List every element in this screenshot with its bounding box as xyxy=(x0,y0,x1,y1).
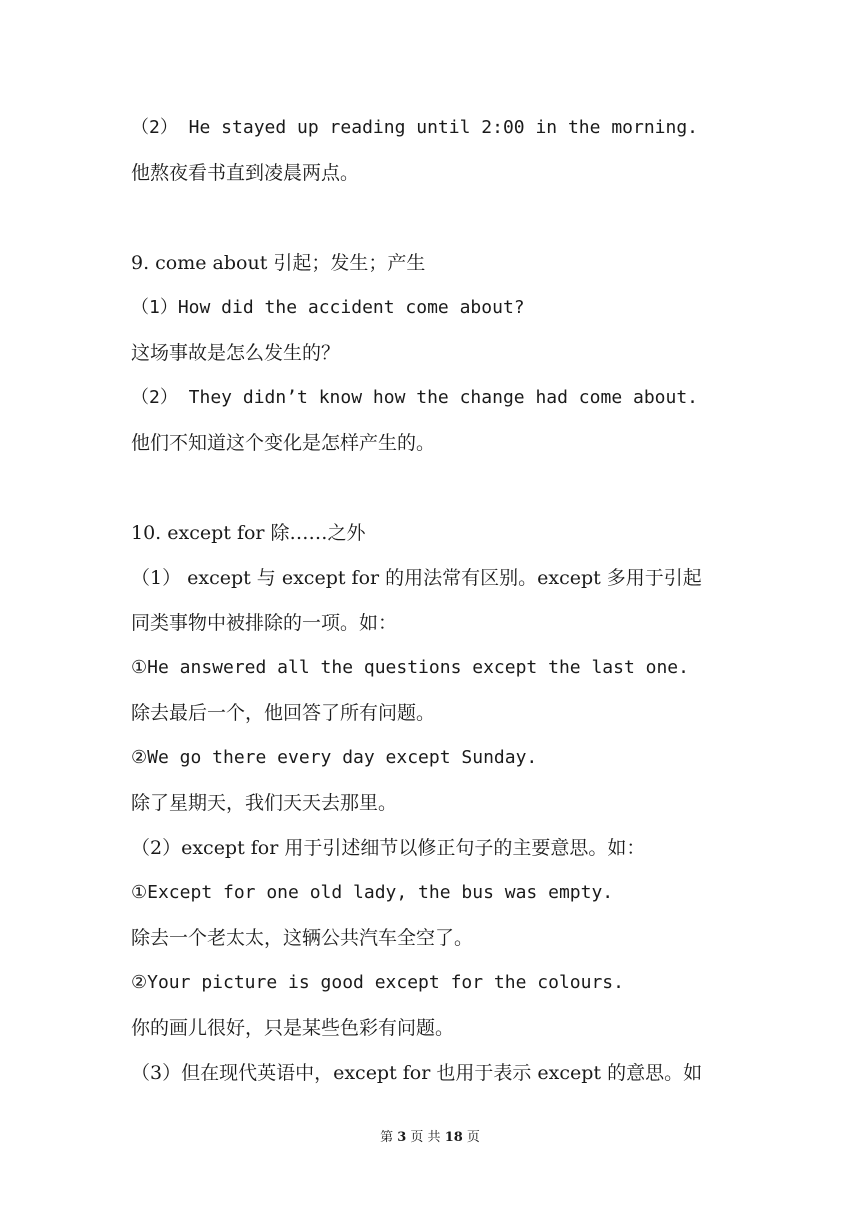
example-sentence: ②We go there every day except Sunday. xyxy=(131,747,538,768)
translation: 你的画儿很好，只是某些色彩有问题。 xyxy=(131,1017,455,1039)
example-sentence: （2） They didn’t know how the change had come about. xyxy=(131,387,699,408)
explanation: （3）但在现代英语中，except for 也用于表示 except 的意思。如 xyxy=(131,1062,703,1084)
example-sentence: （2） He stayed up reading until 2:00 in the morning. xyxy=(131,117,699,138)
explanation: （2）except for 用于引述细节以修正句子的主要意思。如： xyxy=(131,837,646,859)
example-sentence: ①He answered all the questions except the last one. xyxy=(131,657,689,678)
translation: 他们不知道这个变化是怎样产生的。 xyxy=(131,432,436,454)
example-sentence: ①Except for one old lady, the bus was empty. xyxy=(131,882,614,903)
page-footer xyxy=(0,1129,860,1147)
translation: 他熬夜看书直到凌晨两点。 xyxy=(131,162,360,184)
translation: 除去最后一个，他回答了所有问题。 xyxy=(131,702,436,724)
phrase-heading: 9. come about 引起；发生；产生 xyxy=(131,252,426,274)
explanation: 同类事物中被排除的一项。如： xyxy=(131,612,398,634)
explanation: （1） except 与 except for 的用法常有区别。except 多用于引起 xyxy=(131,567,702,589)
phrase-heading: 10. except for 除……之外 xyxy=(131,522,366,544)
total-pages-number: 18 xyxy=(444,1130,463,1145)
example-sentence: ②Your picture is good except for the colours. xyxy=(131,972,624,993)
translation: 这场事故是怎么发生的？ xyxy=(131,342,341,364)
translation: 除了星期天，我们天天去那里。 xyxy=(131,792,398,814)
footer-prefix: 第 xyxy=(380,1130,394,1145)
footer-suffix: 页 xyxy=(466,1130,480,1145)
current-page-number: 3 xyxy=(397,1130,407,1145)
translation: 除去一个老太太，这辆公共汽车全空了。 xyxy=(131,927,474,949)
example-sentence: （1）How did the accident come about? xyxy=(131,297,525,318)
footer-middle: 页 共 xyxy=(410,1130,441,1145)
